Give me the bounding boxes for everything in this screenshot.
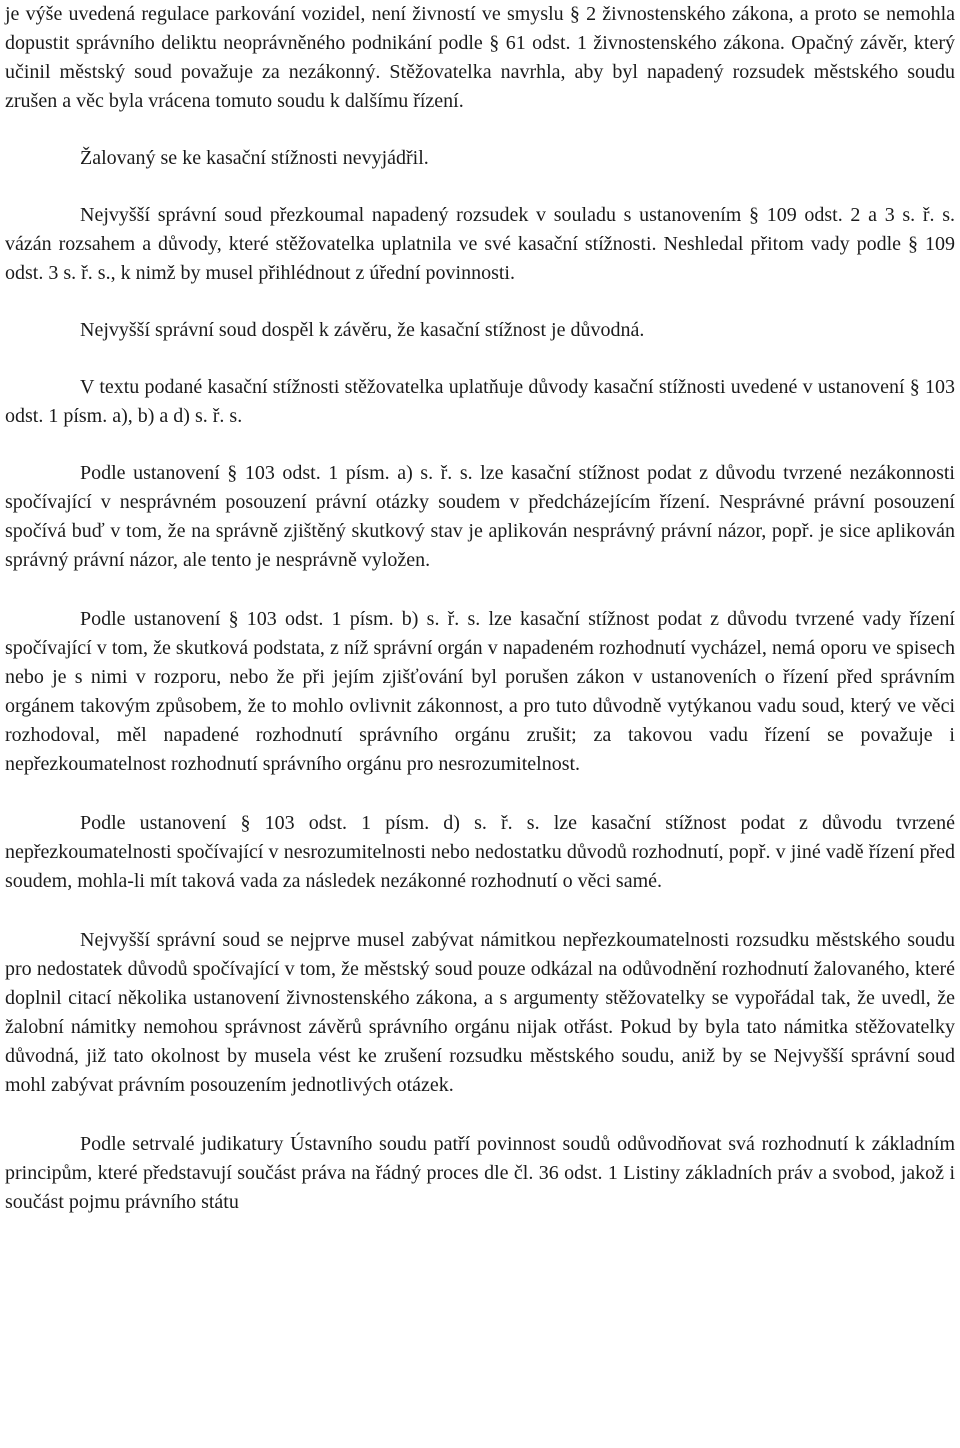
paragraph-gap <box>5 575 955 605</box>
paragraph-court-review: Nejvyšší správní soud přezkoumal napadený rozsudek v souladu s ustanovením § 109 odst. 2 a 3 s. ř. s. vázán rozsahem a důvody, které stěžovatelka uplatnila ve své kasační stížnosti. Neshledal přitom vady podle § 109 odst. 3 s. ř. s., k nimž by musel přihlédnout z úřední povinnosti. <box>5 204 955 284</box>
paragraph-gap <box>5 116 955 144</box>
paragraph-constitutional-case-law: Podle setrvalé judikatury Ústavního soudu patří povinnost soudů odůvodňovat svá rozhodnutí k základním principům, které představují součást práva na řádný proces dle čl. 36 odst. 1 Listiny základních práv a svobod, jakož i součást pojmu právního státu <box>5 1133 955 1213</box>
paragraph-respondent-statement: Žalovaný se ke kasační stížnosti nevyjádřil. <box>80 147 429 169</box>
paragraph-conclusion: Nejvyšší správní soud dospěl k závěru, že kasační stížnost je důvodná. <box>80 319 645 341</box>
paragraph-reviewability: Nejvyšší správní soud se nejprve musel zabývat námitkou nepřezkoumatelnosti rozsudku městského soudu pro nedostatek důvodů spočívající v tom, že městský soud pouze odkázal na odůvodnění rozhodnutí žalovaného, které doplnil citací několika ustanovení živnostenského zákona, a s argumenty stěžovatelky se vypořádal tak, že uvedl, že žalobní námitky nemohou správnost závěrů správního orgánu nijak otřást. Pokud by byla tato námitka stěžovatelky důvodná, již tato okolnost by musela vést ke zrušení rozsudku městského soudu, aniž by se Nejvyšší správní soud mohl zabývat právním posouzením jednotlivých otázek. <box>5 929 955 1096</box>
paragraph-ground-b: Podle ustanovení § 103 odst. 1 písm. b) s. ř. s. lze kasační stížnost podat z důvodu tvrzené vady řízení spočívající v tom, že skutková podstata, z níž správní orgán v napadeném rozhodnutí vycházel, nemá oporu ve spisech nebo je s nimi v rozporu, nebo že při jejím zjišťování byl porušen zákon v ustanoveních o řízení před správním orgánem takovým způsobem, že to mohlo ovlivnit zákonnost, a pro tuto důvodně vytýkanou vadu soud, který ve věci rozhodoval, měl napadené rozhodnutí správního orgánu zrušit; za takovou vadu řízení se považuje i nepřezkoumatelnost rozhodnutí správního orgánu pro nesrozumitelnost. <box>5 608 955 775</box>
paragraph-ground-d: Podle ustanovení § 103 odst. 1 písm. d) s. ř. s. lze kasační stížnost podat z důvodu tvrzené nepřezkoumatelnosti spočívající v nesrozumitelnosti nebo nedostatku důvodů rozhodnutí, popř. v jiné vadě řízení před soudem, mohla-li mít taková vada za následek nezákonné rozhodnutí o věci samé. <box>5 812 955 892</box>
document-page <box>5 0 955 1217</box>
paragraph-gap <box>5 345 955 373</box>
paragraph-gap <box>5 431 955 459</box>
paragraph-ground-a: Podle ustanovení § 103 odst. 1 písm. a) s. ř. s. lze kasační stížnost podat z důvodu tvrzené nezákonnosti spočívající v nesprávném posouzení právní otázky soudem v předcházejícím řízení. Nesprávné právní posouzení spočívá buď v tom, že na správně zjištěný skutkový stav je aplikován nesprávný právní názor, popř. je sice aplikován správný právní názor, ale tento je nesprávně vyložen. <box>5 462 955 571</box>
paragraph-gap <box>5 288 955 316</box>
paragraph-gap <box>5 1100 955 1130</box>
paragraph-continuation: je výše uvedená regulace parkování vozidel, není živností ve smyslu § 2 živnostenského zákona, a proto se nemohla dopustit správního deliktu neoprávněného podnikání podle § 61 odst. 1 živnostenského zákona. Opačný závěr, který učinil městský soud považuje za nezákonný. Stěžovatelka navrhla, aby byl napadený rozsudek městského soudu zrušen a věc byla vrácena tomuto soudu k dalšímu řízení. <box>5 3 955 112</box>
paragraph-gap <box>5 779 955 809</box>
paragraph-grounds: V textu podané kasační stížnosti stěžovatelka uplatňuje důvody kasační stížnosti uvedené v ustanovení § 103 odst. 1 písm. a), b) a d) s. ř. s. <box>5 376 955 427</box>
paragraph-gap <box>5 173 955 201</box>
paragraph-gap <box>5 896 955 926</box>
